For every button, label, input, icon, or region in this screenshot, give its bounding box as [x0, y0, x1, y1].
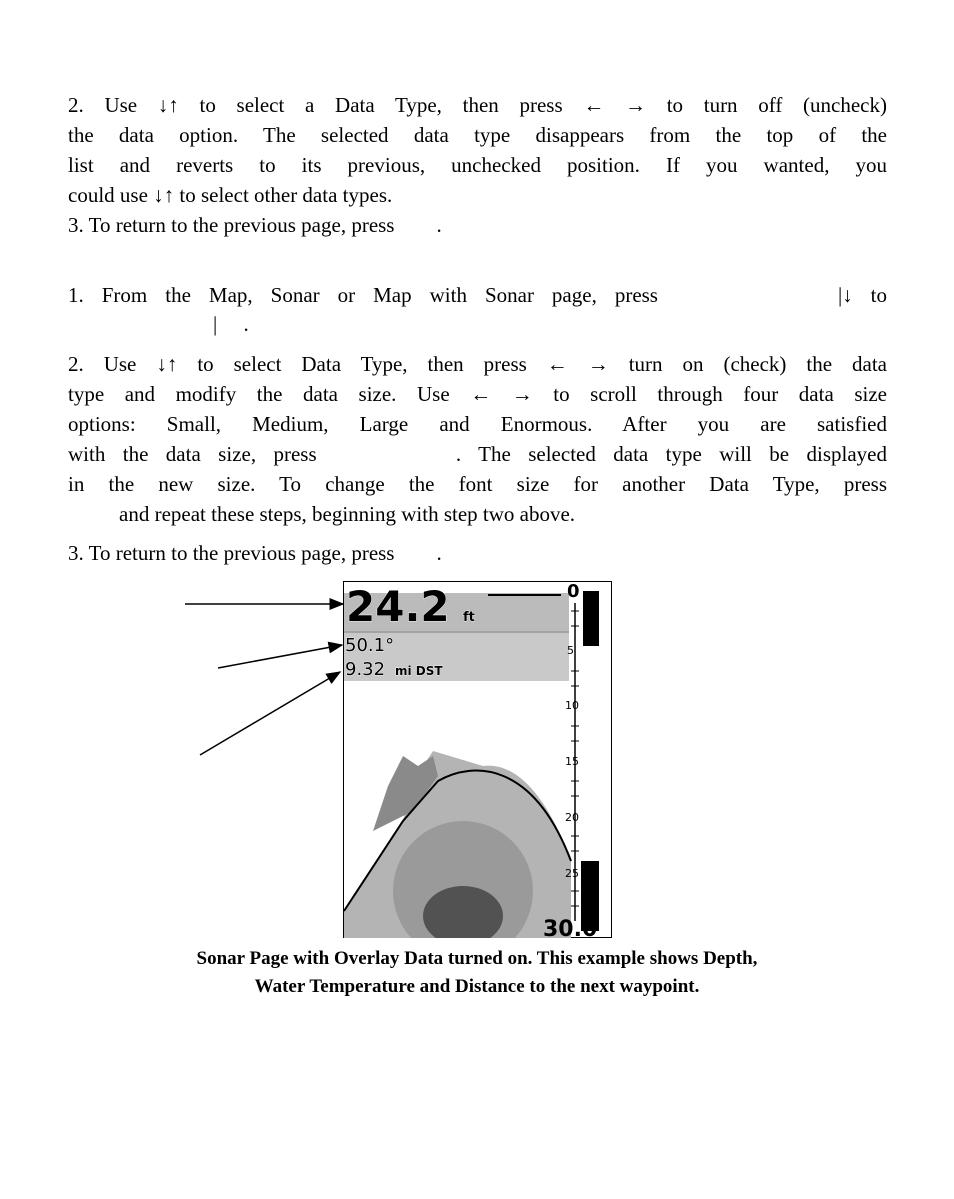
- scale-label: 10: [565, 699, 579, 712]
- paragraph-line: options: Small, Medium, Large and Enormous. After you are satisfied: [68, 412, 887, 436]
- paragraph-line: 2. Use ↓↑ to select a Data Type, then press ← → to turn off (uncheck): [68, 93, 887, 117]
- scale-label: 20: [565, 811, 579, 824]
- distance-readout: 9.32: [345, 659, 386, 680]
- paragraph-line: could use ↓↑ to select other data types.: [68, 183, 393, 207]
- paragraph-line: type and modify the data size. Use ← → to scroll through four data size: [68, 382, 887, 406]
- distance-arrow: [200, 672, 340, 755]
- paragraph-line: | .: [213, 312, 249, 336]
- paragraph-line: 3. To return to the previous page, press .: [68, 541, 442, 565]
- paragraph-line: the data option. The selected data type disappears from the top of the: [68, 123, 887, 147]
- paragraph-line: 1. From the Map, Sonar or Map with Sonar page, press |↓ to: [68, 283, 887, 307]
- scale-label: 5: [567, 644, 574, 657]
- temperature-arrow: [218, 645, 342, 668]
- paragraph-line: 3. To return to the previous page, press .: [68, 213, 442, 237]
- figure-caption: Water Temperature and Distance to the next waypoint.: [254, 976, 700, 997]
- temperature-readout: 50.1°: [345, 635, 395, 656]
- paragraph-line: in the new size. To change the font size for another Data Type, press: [68, 472, 887, 496]
- paragraph-line: with the data size, press . The selected data type will be displayed: [68, 442, 887, 466]
- sonar-screen: [343, 581, 612, 938]
- scale-label: 15: [565, 755, 579, 768]
- paragraph-line: and repeat these steps, beginning with step two above.: [119, 502, 576, 526]
- scale-label: 25: [565, 867, 579, 880]
- depth-unit: ft: [463, 610, 475, 625]
- depth-readout: 24.2: [346, 582, 450, 631]
- figure-caption: Sonar Page with Overlay Data turned on. This example shows Depth,: [196, 948, 758, 969]
- scale-label: 0: [567, 581, 580, 602]
- distance-unit: mi DST: [395, 664, 443, 678]
- paragraph-line: 2. Use ↓↑ to select Data Type, then press ← → turn on (check) the data: [68, 352, 887, 376]
- paragraph-line: list and reverts to its previous, unchecked position. If you wanted, you: [68, 153, 887, 177]
- range-label: 30.0: [543, 917, 598, 938]
- flasher-bar: [583, 591, 599, 646]
